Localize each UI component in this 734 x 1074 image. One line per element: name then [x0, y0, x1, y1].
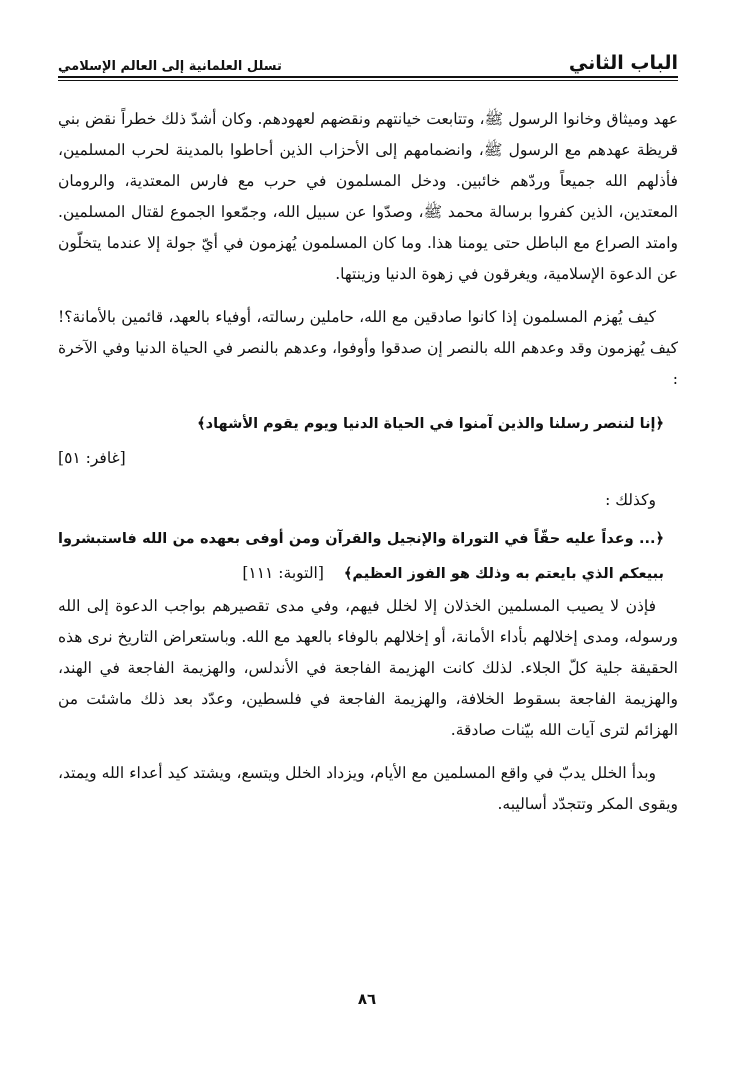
- paragraph: كيف يُهزم المسلمون إذا كانوا صادقين مع الله، حاملين رسالته، أوفياء بالعهد، قائمين بالأمانة؟! كيف يُهزمون وقد وعدهم الله بالنصر إن صدقوا وأوفوا، وعدهم بالنصر في الحياة الدنيا وفي الآخرة :: [58, 308, 678, 388]
- page-number: ٨٦: [357, 990, 377, 1008]
- body-text: [58, 104, 678, 832]
- book-title: تسلل العلمانية إلى العالم الإسلامي: [58, 59, 282, 74]
- verse-reference: [غافر: ٥١]: [58, 449, 126, 467]
- quran-verse: [58, 522, 678, 591]
- verse-reference: [التوبة: ١١١]: [242, 564, 324, 582]
- quran-verse: ﴿إنا لننصر رسلنا والذين آمنوا في الحياة الدنيا ويوم يقوم الأشهاد﴾: [197, 416, 664, 432]
- running-header: [58, 46, 678, 74]
- paragraph: عهد وميثاق وخانوا الرسول ﷺ، وتتابعت خيانتهم ونقضهم لعهودهم. وكان أشدّ ذلك خطراً نقض بني قريظة عهدهم مع الرسول ﷺ، وانضمامهم إلى الأحزاب الذين أحاطوا بالمدينة لحرب المسلمين، فأذلهم الله جميعاً وردّهم خائبين. ودخل المسلمون في حرب مع فارس المعتدية، والرومان المعتدين، الذين كفروا برسالة محمد ﷺ، وصدّوا عن سبيل الله، وجمّعوا الجموع لقتال المسلمين. وامتد الصراع مع الباطل حتى يومنا هذا. وما كان المسلمون يُهزمون في أيّ جولة إلا عندما يتخلّون عن الدعوة الإسلامية، ويغرقون في زهوة الدنيا وزينتها.: [58, 110, 678, 283]
- paragraph: فإذن لا يصيب المسلمين الخذلان إلا لخلل فيهم، وفي مدى تقصيرهم بواجب الدعوة إلى الله ورسوله، ومدى إخلالهم بأداء الأمانة، أو إخلالهم بالوفاء بالعهد مع الله. وباستعراض التاريخ نرى هذه الحقيقة جلية كلّ الجلاء. لذلك كانت الهزيمة الفاجعة في الأندلس، والهزيمة الفاجعة في الهند، والهزيمة الفاجعة بسقوط الخلافة، والهزيمة الفاجعة في فلسطين، وعدّد بعد ذلك ماشئت من الهزائم لترى آيات الله بيّنات صادقة.: [58, 597, 678, 739]
- chapter-title: الباب الثاني: [568, 52, 678, 74]
- paragraph: وبدأ الخلل يدبّ في واقع المسلمين مع الأيام، ويزداد الخلل ويتسع، ويشتد كيد أعداء الله ويمتد، ويقوى المكر وتتجدّد أساليبه.: [58, 764, 678, 813]
- header-rule-thin: [58, 80, 678, 81]
- paragraph-lead: وكذلك :: [605, 491, 656, 509]
- header-rule: [58, 76, 678, 78]
- verse-text: ﴿... وعداً عليه حقّاً في التوراة والإنجيل والقرآن ومن أوفى بعهده من الله فاستبشروا ببيعكم الذي بايعتم به وذلك هو الفوز العظيم﴾: [58, 531, 664, 582]
